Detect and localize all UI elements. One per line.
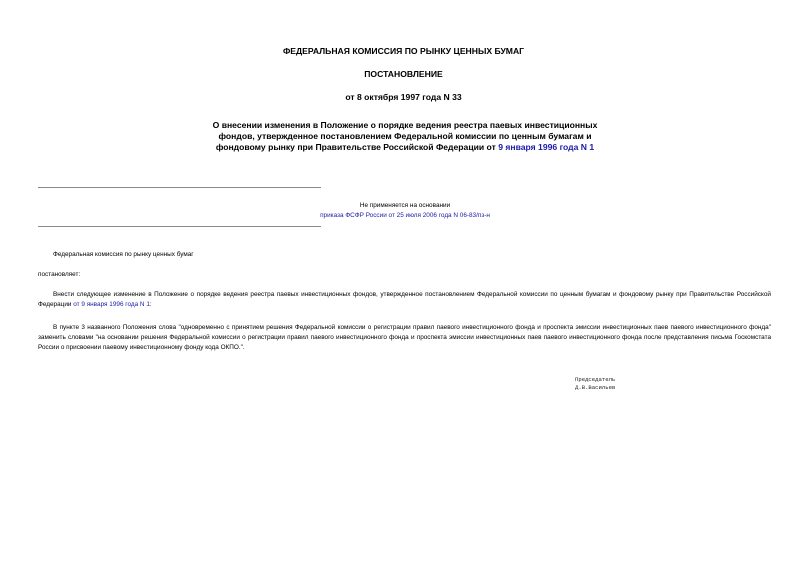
separator-top: [38, 187, 321, 188]
document-title: [210, 120, 600, 153]
status-note-line: Не применяется на основании: [359, 202, 451, 209]
paragraph-2: В пункте 3 названного Положения слова "одновременно с принятием решения Федеральной комиссии о регистрации правил паевого инвестиционного фонда и проспекта эмиссии инвестиционных паев паевого инвестиционного фонда" заменить словами "на основании решения Федеральной комиссии о регистрации правил паевого инвестиционного фонда и проспекта эмиссии инвестиционных паев паевого инвестиционного фонда после представления письма Госкомстата России о присвоении паевому инвестиционному фонду кода ОКПО.".: [38, 324, 771, 351]
paragraph-1-text: Внести следующее изменение в Положение о порядке ведения реестра паевых инвестиционных фондов, утвержденное постановлением Федеральной комиссии по ценным бумагам и фондовому рынку при Правительстве Российской Федерации: [38, 291, 771, 308]
paragraph-1: [38, 290, 771, 310]
document-date-number: от 8 октября 1997 года N 33: [345, 92, 462, 102]
title-reference-link[interactable]: 9 января 1996 года N 1: [498, 142, 595, 152]
paragraph-1-link[interactable]: от 9 января 1996 года N 1: [73, 301, 150, 308]
document-type: ПОСТАНОВЛЕНИЕ: [364, 69, 443, 79]
status-note-link-line: [210, 211, 600, 221]
signature-position: Председатель: [575, 376, 616, 383]
paragraph-1-end: :: [149, 301, 152, 308]
title-text: О внесении изменения в Положение о порядке ведения реестра паевых инвестиционных фондов, утвержденное постановлением Федеральной комиссии по ценным бумагам и фондовому рынку при Правительстве Российской Федерации от: [212, 120, 598, 152]
issuer-line: Федеральная комиссия по рынку ценных бумаг: [53, 251, 194, 258]
signature-name: Д.В.Васильев: [575, 384, 616, 391]
resolves-line: постановляет:: [38, 271, 81, 278]
status-note-link[interactable]: приказа ФСФР России от 25 июля 2006 года N 06-83/пз-н: [320, 212, 490, 219]
separator-bottom: [38, 226, 321, 227]
issuing-organization: ФЕДЕРАЛЬНАЯ КОМИССИЯ ПО РЫНКУ ЦЕННЫХ БУМАГ: [282, 46, 525, 56]
